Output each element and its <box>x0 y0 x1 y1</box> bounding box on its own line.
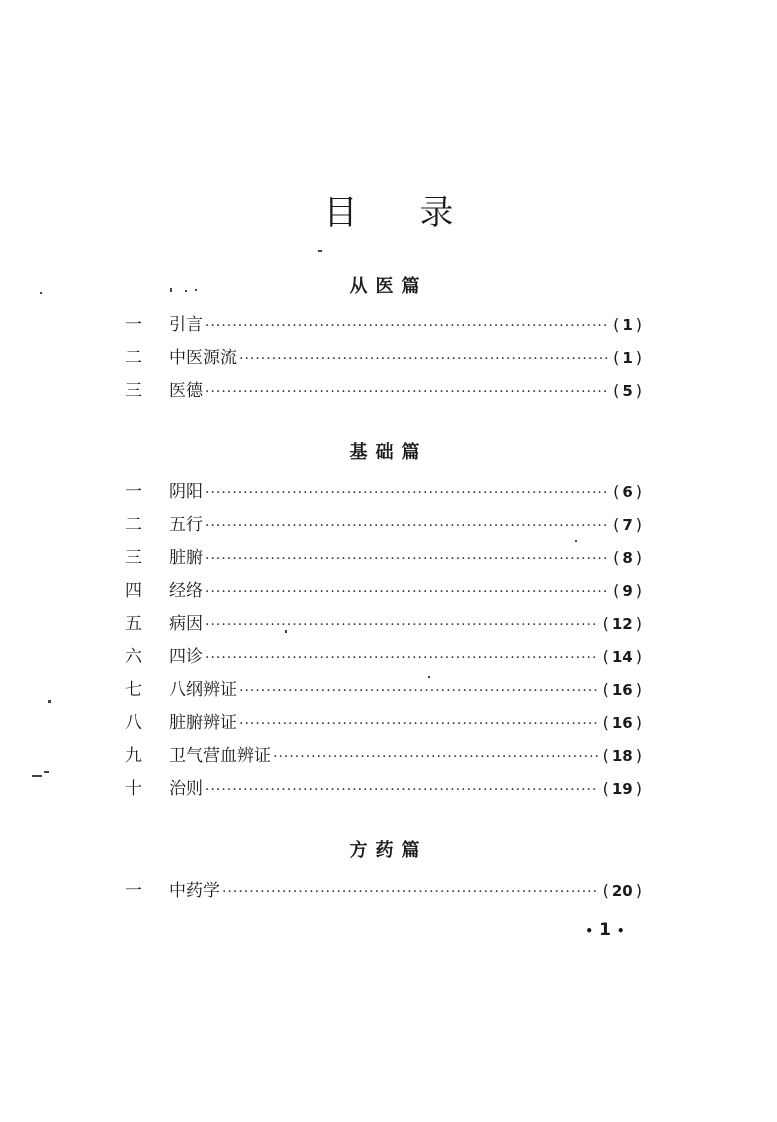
toc-entry[interactable] <box>125 543 645 576</box>
entry-page: ( 18 ) <box>602 746 642 765</box>
scan-speck <box>40 292 42 294</box>
entry-page: ( 16 ) <box>602 680 642 699</box>
toc-entry[interactable] <box>125 675 645 708</box>
entry-label: 治则 <box>169 779 203 799</box>
toc-entry[interactable] <box>125 477 645 510</box>
page-title <box>0 185 777 234</box>
dot-leader <box>205 650 598 666</box>
entry-label: 八纲辨证 <box>169 680 237 700</box>
entry-number: 六 <box>125 647 142 667</box>
section-heading-jichu: 基础篇 <box>349 442 428 463</box>
section-heading-congyi: 从医篇 <box>349 276 428 297</box>
entry-label: 脏腑 <box>169 548 203 568</box>
entry-page: ( 14 ) <box>602 647 642 666</box>
dot-leader <box>205 551 608 567</box>
entry-page: ( 12 ) <box>602 614 642 633</box>
entry-number: 一 <box>125 881 142 901</box>
entry-label: 阴阳 <box>169 482 203 502</box>
toc-entry[interactable] <box>125 741 645 774</box>
dot-leader <box>239 683 598 699</box>
title-char-2: 录 <box>419 193 454 233</box>
entry-number: 八 <box>125 713 142 733</box>
entry-number: 三 <box>125 548 142 568</box>
title-char-1: 目 <box>323 193 358 233</box>
toc-section-jichu <box>125 477 645 807</box>
dot-leader <box>205 782 598 798</box>
scan-speck <box>48 700 51 703</box>
entry-page: ( 19 ) <box>602 779 642 798</box>
entry-page: ( 5 ) <box>613 381 642 400</box>
entry-label: 脏腑辨证 <box>169 713 237 733</box>
toc-entry[interactable] <box>125 576 645 609</box>
entry-number: 十 <box>125 779 142 799</box>
entry-number: 三 <box>125 381 142 401</box>
toc-entry[interactable] <box>125 642 645 675</box>
dot-leader <box>205 318 608 334</box>
entry-label: 五行 <box>169 515 203 535</box>
dot-leader <box>205 617 598 633</box>
dot-leader <box>239 351 608 367</box>
entry-label: 引言 <box>169 315 203 335</box>
entry-number: 一 <box>125 315 142 335</box>
toc-entry[interactable] <box>125 708 645 741</box>
toc-entry[interactable] <box>125 510 645 543</box>
entry-page: ( 1 ) <box>613 315 642 334</box>
toc-entry[interactable] <box>125 343 645 376</box>
toc-section-fangyao <box>125 876 645 909</box>
entry-number: 四 <box>125 581 142 601</box>
toc-entry[interactable] <box>125 376 645 409</box>
entry-label: 四诊 <box>169 647 203 667</box>
entry-page: ( 7 ) <box>613 515 642 534</box>
dot-leader <box>205 384 608 400</box>
dot-leader <box>205 485 608 501</box>
entry-number: 九 <box>125 746 142 766</box>
dot-leader <box>205 518 608 534</box>
toc-section-congyi <box>125 310 645 409</box>
entry-label: 中医源流 <box>169 348 237 368</box>
toc-entry[interactable] <box>125 876 645 909</box>
scan-speck <box>285 630 287 633</box>
entry-page: ( 9 ) <box>613 581 642 600</box>
entry-number: 五 <box>125 614 142 634</box>
section-heading-fangyao: 方药篇 <box>349 840 428 861</box>
entry-label: 经络 <box>169 581 203 601</box>
page-number: • 1 • <box>585 920 625 940</box>
entry-page: ( 1 ) <box>613 348 642 367</box>
scan-speck <box>170 288 172 292</box>
scan-speck <box>575 540 577 542</box>
dot-leader <box>205 584 608 600</box>
scan-speck <box>428 676 430 678</box>
entry-page: ( 8 ) <box>613 548 642 567</box>
entry-label: 卫气营血辨证 <box>169 746 271 766</box>
entry-label: 中药学 <box>169 881 220 901</box>
scan-speck <box>195 289 197 291</box>
dot-leader <box>273 749 598 765</box>
entry-page: ( 16 ) <box>602 713 642 732</box>
scan-speck <box>44 771 49 773</box>
dot-leader <box>239 716 598 732</box>
toc-entry[interactable] <box>125 774 645 807</box>
scan-speck <box>185 290 187 292</box>
entry-number: 二 <box>125 515 142 535</box>
entry-page: ( 6 ) <box>613 482 642 501</box>
entry-label: 医德 <box>169 381 203 401</box>
entry-number: 二 <box>125 348 142 368</box>
entry-number: 七 <box>125 680 142 700</box>
dot-leader <box>222 884 598 900</box>
entry-page: ( 20 ) <box>602 881 642 900</box>
toc-entry[interactable] <box>125 609 645 642</box>
entry-number: 一 <box>125 482 142 502</box>
entry-label: 病因 <box>169 614 203 634</box>
scan-speck <box>32 775 42 777</box>
toc-entry[interactable] <box>125 310 645 343</box>
scan-speck <box>318 250 322 252</box>
